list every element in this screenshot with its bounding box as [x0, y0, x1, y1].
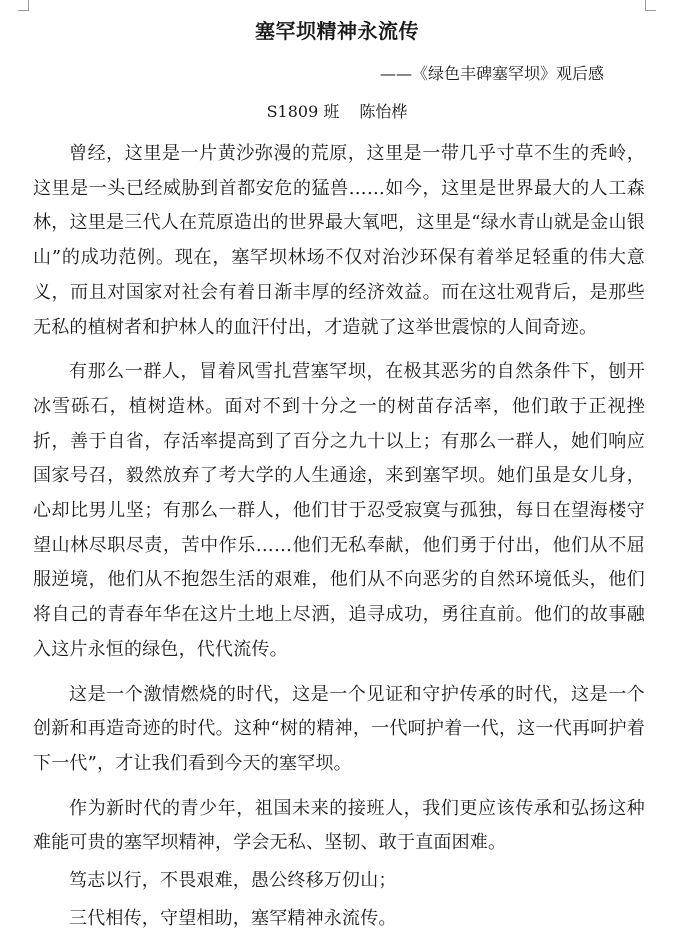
page-corner-mark-left	[18, 0, 29, 11]
paragraph-4: 作为新时代的青少年，祖国未来的接班人，我们更应该传承和弘扬这种难能可贵的塞罕坝精神，学会无私、坚韧、敢于直面困难。	[33, 797, 645, 854]
document-subtitle: ——《绿色丰碑塞罕坝》观后感	[379, 64, 604, 83]
closing-line-2: 三代相传，守望相助，塞罕精神永流传。	[69, 907, 397, 929]
essay-body	[33, 137, 645, 936]
paragraph-1: 曾经，这里是一片黄沙弥漫的荒原，这里是一带几乎寸草不生的秃岭，这里是一头已经威胁到首都安危的猛兽……如今，这里是世界最大的人工森林，这里是三代人在荒原造出的世界最大氧吧，这里是“绿水青山就是金山银山”的成功范例。现在，塞罕坝林场不仅对治沙环保有着举足轻重的伟大意义，而且对国家对社会有着日渐丰厚的经济效益。而在这壮观背后，是那些无私的植树者和护林人的血汗付出，才造就了这举世震惊的人间奇迹。	[33, 143, 645, 338]
document-title: 塞罕坝精神永流传	[255, 19, 419, 43]
paragraph-2: 有那么一群人，冒着风雪扎营塞罕坝，在极其恶劣的自然条件下，刨开冰雪砾石，植树造林。面对不到十分之一的树苗存活率，他们敢于正视挫折，善于自省，存活率提高到了百分之九十以上；有那么一群人，她们响应国家号召，毅然放弃了考大学的人生通途，来到塞罕坝。她们虽是女儿身，心却比男儿坚；有那么一群人，他们甘于忍受寂寞与孤独，每日在望海楼守望山林尽职尽责，苦中作乐……他们无私奉献，他们勇于付出，他们从不屈服逆境，他们从不抱怨生活的艰难，他们从不向恶劣的自然环境低头，他们将自己的青春年华在这片土地上尽洒，追寻成功，勇往直前。他们的故事融入这片永恒的绿色，代代流传。	[33, 361, 645, 660]
paragraph-3: 这是一个激情燃烧的时代，这是一个见证和守护传承的时代，这是一个创新和再造奇迹的时代。这种“树的精神，一代呵护着一代，这一代再呵护着下一代”，才让我们看到今天的塞罕坝。	[33, 683, 645, 774]
author-line	[0, 99, 674, 122]
author-class: S1809 班	[266, 102, 340, 121]
author-name: 陈怡桦	[359, 102, 408, 121]
closing-line-1: 笃志以行，不畏艰难，愚公终移万仞山；	[69, 870, 397, 892]
page-corner-mark-right	[645, 0, 656, 11]
